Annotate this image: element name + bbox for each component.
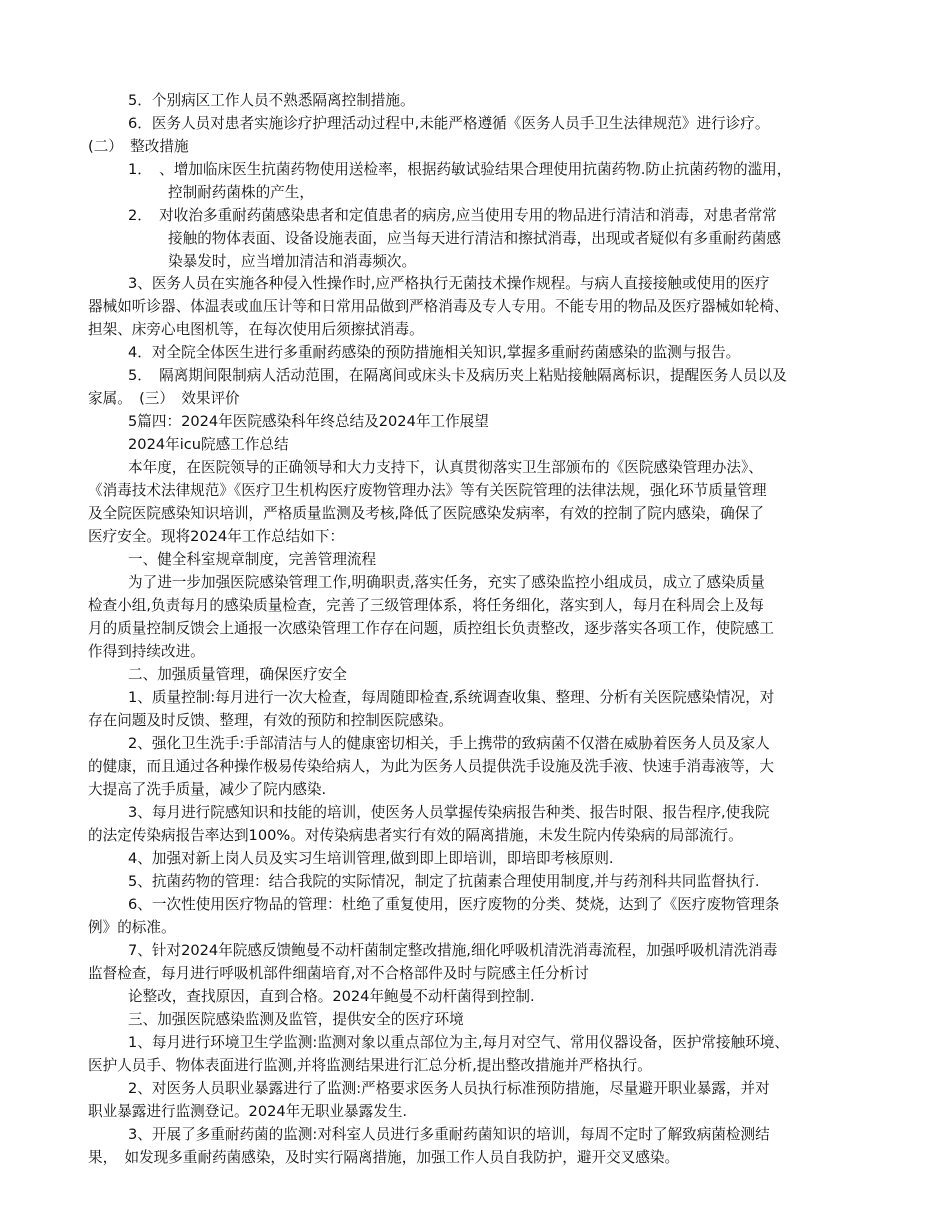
text-line: 3、开展了多重耐药菌的监测:对科室人员进行多重耐药菌知识的培训，每周不定时了解致病菌检测结 bbox=[128, 1126, 770, 1143]
text-line: 3、医务人员在实施各种侵入性操作时,应严格执行无菌技术操作规程。与病人直接接触或使用的医疗 bbox=[128, 275, 770, 292]
text-line: 5、抗菌药物的管理：结合我院的实际情况，制定了抗菌素合理使用制度,并与药剂科共同监督执行. bbox=[128, 873, 760, 890]
text-line: 果， 如发现多重耐药菌感染，及时实行隔离措施，加强工作人员自我防护，避开交叉感染。 bbox=[88, 1149, 680, 1166]
text-line: 监督检查，每月进行呼吸机部件细菌培育,对不合格部件及时与院感主任分析讨 bbox=[88, 965, 589, 982]
text-line: 2、强化卫生洗手:手部清洁与人的健康密切相关，手上携带的致病菌不仅潜在威胁着医务人员及家人 bbox=[128, 735, 770, 752]
text-line: 医护人员手、物体表面进行监测,并将监测结果进行汇总分析,提出整改措施并严格执行。 bbox=[88, 1057, 652, 1074]
text-line: 论整改，查找原因，直到合格。2024年鲍曼不动杆菌得到控制. bbox=[128, 988, 535, 1005]
text-line: 职业暴露进行监测登记。2024年无职业暴露发生. bbox=[88, 1103, 408, 1120]
text-line: 1、每月进行环境卫生学监测:监测对象以重点部位为主,每月对空气、常用仪器设备，医护常接触环境、 bbox=[128, 1034, 789, 1051]
text-line: 5．个别病区工作人员不熟悉隔离控制措施。 bbox=[128, 92, 415, 109]
text-line: 大提高了洗手质量，减少了院内感染. bbox=[88, 781, 327, 798]
text-line: 医疗安全。现将2024年工作总结如下： bbox=[88, 528, 345, 545]
text-line: 6．医务人员对患者实施诊疗护理活动过程中,未能严格遵循《医务人员手卫生法律规范》进行诊疗。 bbox=[128, 115, 770, 132]
text-line: 月的质量控制反馈会上通报一次感染管理工作存在问题，质控组长负责整改，逐步落实各项工作，使院感工 bbox=[88, 620, 774, 637]
text-line: 2、对医务人员职业暴露进行了监测:严格要求医务人员执行标准预防措施，尽量避开职业暴露，并对 bbox=[128, 1080, 770, 1097]
text-line: 家属。 (三） 效果评价 bbox=[88, 390, 240, 407]
text-line: 3、每月进行院感知识和技能的培训，使医务人员掌握传染病报告种类、报告时限、报告程序,使我院 bbox=[128, 804, 770, 821]
text-line: 1． 、增加临床医生抗菌药物使用送检率，根据药敏试验结果合理使用抗菌药物.防止抗菌药物的滥用， bbox=[128, 161, 792, 178]
article-heading: 5篇四：2024年医院感染科年终总结及2024年工作展望 bbox=[128, 413, 489, 430]
text-line: 4、加强对新上岗人员及实习生培训管理,做到即上即培训，即培即考核原则. bbox=[128, 850, 614, 867]
text-line: 例》的标准。 bbox=[88, 919, 176, 936]
section-heading: 三、加强医院感染监测及监管，提供安全的医疗环境 bbox=[128, 1011, 464, 1028]
text-line: 《消毒技术法律规范》《医疗卫生机构医疗废物管理办法》等有关医院管理的法律法规，强化环节质量管理 bbox=[88, 482, 767, 499]
text-line: 7、针对2024年院感反馈鲍曼不动杆菌制定整改措施,细化呼吸机清洗消毒流程，加强呼吸机清洗消毒 bbox=[128, 942, 778, 959]
text-line: 存在问题及时反馈、整理，有效的预防和控制医院感染。 bbox=[88, 712, 453, 729]
text-line: 4．对全院全体医生进行多重耐药感染的预防措施相关知识,掌握多重耐药菌感染的监测与报告。 bbox=[128, 344, 741, 361]
text-line: 2． 对收治多重耐药菌感染患者和定值患者的病房,应当使用专用的物品进行清洁和消毒，对患者常常 bbox=[128, 207, 777, 224]
text-line: 染暴发时，应当增加清洁和消毒频次。 bbox=[168, 253, 417, 270]
text-line: 为了进一步加强医院感染管理工作,明确职责,落实任务，充实了感染监控小组成员，成立了感染质量 bbox=[128, 574, 765, 591]
section-heading: 一、健全科室规章制度，完善管理流程 bbox=[128, 551, 377, 568]
text-line: 器械如听诊器、体温表或血压计等和日常用品做到严格消毒及专人专用。不能专用的物品及医疗器械如轮椅、 bbox=[88, 298, 789, 315]
text-line: 1、质量控制:每月进行一次大检查，每周随即检查,系统调查收集、整理、分析有关医院感染情况，对 bbox=[128, 689, 775, 706]
text-line: 5． 隔离期间限制病人活动范围，在隔离间或床头卡及病历夹上粘贴接触隔离标识，提醒医务人员以及 bbox=[128, 367, 787, 384]
text-line: 担架、床旁心电图机等，在每次使用后须擦拭消毒。 bbox=[88, 321, 424, 338]
text-line: 本年度，在医院领导的正确领导和大力支持下，认真贯彻落实卫生部颁布的《医院感染管理办法》、 bbox=[128, 459, 763, 476]
text-line: 作得到持续改进。 bbox=[88, 643, 205, 660]
text-line: 的健康，而且通过各种操作极易传染给病人，为此为医务人员提供洗手设施及洗手液、快速手消毒液等，大 bbox=[88, 758, 774, 775]
text-line: 接触的物体表面、设备设施表面，应当每天进行清洁和擦拭消毒，出现或者疑似有多重耐药菌感 bbox=[168, 230, 781, 247]
text-line: 控制耐药菌株的产生， bbox=[168, 184, 314, 201]
text-line: 的法定传染病报告率达到100%。对传染病患者实行有效的隔离措施，未发生院内传染病的局部流行。 bbox=[88, 827, 743, 844]
text-line: 及全院医院感染知识培训，严格质量监测及考核,降低了医院感染发病率，有效的控制了院内感染，确保了 bbox=[88, 505, 764, 522]
section-heading: (二） 整改措施 bbox=[88, 138, 189, 155]
section-heading: 二、加强质量管理，确保医疗安全 bbox=[128, 666, 347, 683]
article-subheading: 2024年icu院感工作总结 bbox=[128, 436, 289, 453]
text-line: 6、一次性使用医疗物品的管理：杜绝了重复使用，医疗废物的分类、焚烧，达到了《医疗废物管理条 bbox=[128, 896, 780, 913]
text-line: 检查小组,负责每月的感染质量检查，完善了三级管理体系，将任务细化，落实到人，每月在科周会上及每 bbox=[88, 597, 764, 614]
